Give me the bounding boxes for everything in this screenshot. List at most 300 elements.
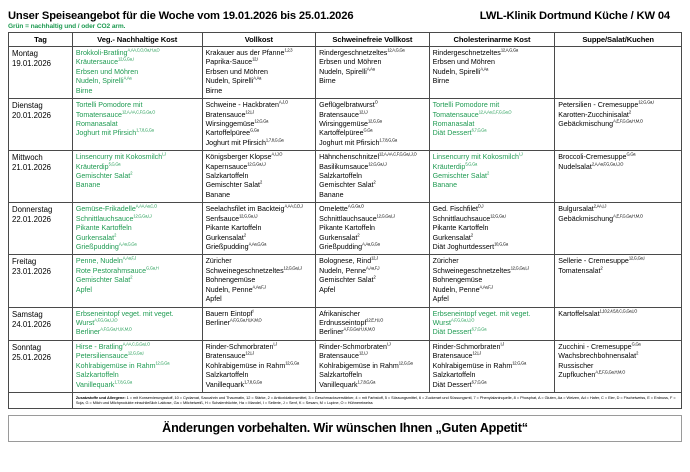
- allergen-codes: A,AA,C,O,Oa,H,a,O: [127, 47, 160, 53]
- dish-item: [433, 153, 552, 162]
- allergen-codes: 12,I,J: [472, 350, 481, 356]
- dish-name: Schnittlauchsauce: [75, 214, 134, 223]
- dish-name: Diät Dessert: [432, 328, 472, 337]
- allergen-codes: 12,G,Ga,I,J: [510, 265, 529, 271]
- dish-name: Schnittlauchsauce: [432, 214, 491, 223]
- dish-item: [76, 362, 199, 371]
- column-header-day: Tag: [9, 33, 73, 47]
- allergen-codes: 2,AA,I,J: [593, 203, 607, 209]
- allergen-codes: 12,I,J: [245, 109, 254, 115]
- dish-item: [319, 139, 426, 148]
- allergen-codes: 12,G,Ga,I,J: [133, 213, 152, 219]
- dish-name: Sellerie - Cremesuppe: [558, 257, 629, 266]
- dish-item: [433, 172, 552, 181]
- dish-item: [433, 257, 552, 266]
- dish-name: Senfsauce: [205, 214, 240, 223]
- dish-name: Vanillequark: [319, 380, 358, 389]
- day-date: 21.01.2026: [12, 163, 52, 173]
- dish-name: Banane: [432, 181, 458, 190]
- allergen-codes: 1,7,8,G,Ga: [136, 128, 154, 134]
- dish-item: [558, 215, 678, 224]
- dish-name: Salzkartoffeln: [205, 371, 249, 380]
- dish-item: [319, 101, 426, 110]
- dish-item: [433, 371, 552, 380]
- dish-name: Seelachsfilet im Backteig: [205, 205, 285, 214]
- dish-name: Salzkartoffeln: [205, 172, 249, 181]
- dish-name: Bratensauce: [205, 110, 246, 119]
- day-name: Dienstag: [12, 101, 43, 111]
- allergen-codes: 5,G,Ga: [465, 161, 478, 167]
- dish-item: [206, 381, 313, 390]
- allergen-codes: O: [374, 99, 378, 105]
- dish-name: Gurkensalat: [205, 233, 244, 242]
- dish-item: [76, 234, 199, 243]
- dish-name: Kartoffelpüree: [205, 129, 251, 138]
- allergen-codes: A,Aa,F,J: [122, 256, 137, 262]
- allergen-codes: 10,G,Ga: [494, 241, 508, 247]
- dish-name: Rinder-Schmorbraten: [432, 342, 501, 351]
- dish-list: [76, 101, 199, 139]
- dish-item: [76, 68, 199, 77]
- dish-name: Tomatensauce: [432, 110, 479, 119]
- dish-name: Schweinegeschnetzeltes: [205, 266, 284, 275]
- allergen-codes: 12,G,Ga,I: [490, 213, 506, 219]
- dish-name: Tortelli Pomodore mit: [432, 101, 500, 110]
- menu-cell-supp: [555, 151, 682, 203]
- dish-item: [558, 352, 678, 361]
- dish-name: Basilikumsauce: [319, 162, 369, 171]
- dish-name: Erbsen und Möhren: [432, 58, 495, 67]
- dish-name: Linsencurry mit Kokosmilch: [432, 153, 519, 162]
- dish-item: [433, 129, 552, 138]
- allergen-codes: G,Ga: [363, 128, 373, 134]
- allergen-codes: 12,G,Ga,I: [638, 99, 654, 105]
- menu-cell-veg: [72, 307, 202, 340]
- dish-item: [433, 319, 552, 328]
- dish-item: [206, 205, 313, 214]
- dish-item: [76, 87, 199, 96]
- allergen-codes: 1,10,2,4,5,8,C,G,Ga,I,O: [599, 308, 638, 314]
- dish-name: Bauern Eintopf: [205, 309, 253, 318]
- allergen-codes: I,J: [162, 151, 166, 157]
- day-name: Samstag: [12, 309, 43, 319]
- day-name: Donnerstag: [12, 205, 53, 215]
- dish-item: [206, 267, 313, 276]
- dish-item: [76, 181, 199, 190]
- allergen-codes: A,Aa,G,Ga: [248, 241, 267, 247]
- dish-item: [433, 224, 552, 233]
- dish-list: [433, 49, 552, 87]
- dish-item: [206, 58, 313, 67]
- dish-item: [433, 381, 552, 390]
- dish-item: [433, 267, 552, 276]
- menu-cell-supp: [555, 255, 682, 307]
- allergen-codes: 12,I,J: [358, 109, 368, 115]
- allergen-codes: G,Ga,H: [146, 265, 159, 271]
- dish-name: Vanillequark: [205, 380, 245, 389]
- dish-item: [433, 286, 552, 295]
- allergen-codes: A,F,G,Ga,I,J,O: [94, 317, 118, 323]
- dish-item: [319, 129, 426, 138]
- allergen-codes: A,AA,C,D,J: [284, 203, 303, 209]
- allergen-codes: 12,G,Ga,I,J: [376, 213, 395, 219]
- dish-name: Tortelli Pomodore mit: [75, 101, 143, 110]
- dish-item: [76, 215, 199, 224]
- dish-list: [319, 205, 426, 252]
- allergen-codes: 2: [470, 232, 473, 238]
- dish-name: Nudeln, Spirelli: [205, 77, 254, 86]
- dish-item: [206, 139, 313, 148]
- dish-name: Salzkartoffeln: [75, 371, 119, 380]
- allergen-codes: A,Aa: [123, 75, 132, 81]
- dish-list: [558, 310, 678, 319]
- menu-cell-voll: [202, 307, 316, 340]
- dish-name: Banane: [75, 181, 101, 190]
- dish-name: Wurst: [75, 318, 95, 327]
- allergen-codes: A,E,F,G,Ga,H,M,O: [595, 369, 626, 375]
- dish-item: [206, 224, 313, 233]
- allergen-codes: 1,2,3: [284, 47, 293, 53]
- allergen-codes: A,I,J,O: [271, 151, 283, 157]
- allergen-codes: 1,7,8,G,Ga: [114, 379, 132, 385]
- dish-name: Kartoffelsalat: [558, 309, 600, 318]
- allergen-codes: 2: [628, 109, 631, 115]
- dish-item: [433, 295, 552, 304]
- dish-name: Kohlrabigemüse in Rahm: [319, 361, 399, 370]
- footer-banner: Änderungen vorbehalten. Wir wünschen Ihnen „Guten Appetit“: [8, 415, 682, 442]
- dish-item: [206, 362, 313, 371]
- dish-item: [206, 215, 313, 224]
- allergen-codes: 12,E,H,I,O: [366, 317, 384, 323]
- dish-name: Bolognese, Rind: [319, 257, 372, 266]
- dish-item: [319, 163, 426, 172]
- menu-cell-supp: [555, 99, 682, 151]
- dish-list: [433, 205, 552, 252]
- dish-list: [206, 205, 313, 252]
- menu-cell-veg: [72, 151, 202, 203]
- dish-item: [558, 120, 678, 129]
- allergen-codes: 12,G,Ga,I,J: [239, 213, 258, 219]
- column-header-voll: Vollkost: [202, 33, 316, 47]
- allergen-codes: 2: [636, 350, 639, 356]
- menu-cell-schw: [316, 203, 430, 255]
- day-cell: [9, 340, 73, 392]
- dish-item: [319, 343, 426, 352]
- dish-list: [319, 153, 426, 200]
- dish-name: Bulgursalat: [558, 205, 594, 214]
- day-date: 20.01.2026: [12, 111, 52, 121]
- day-date: 23.01.2026: [12, 267, 52, 277]
- dish-name: Petersiliensauce: [75, 352, 128, 361]
- allergen-codes: 12,G,Ga: [155, 360, 170, 366]
- dish-name: Penne, Nudeln: [75, 257, 123, 266]
- dish-name: Gemischter Salat: [319, 181, 374, 190]
- allergen-codes: 12,A,AA,C,F,G,Ga,O: [121, 109, 156, 115]
- dish-item: [433, 68, 552, 77]
- dish-name: Berliner: [75, 328, 101, 337]
- allergen-codes: 12,G,Ga: [367, 118, 382, 124]
- menu-cell-veg: [72, 203, 202, 255]
- dish-item: [558, 257, 678, 266]
- menu-cell-schw: [316, 307, 430, 340]
- menu-cell-chol: [429, 340, 555, 392]
- dish-name: Afrikanischer: [319, 309, 361, 318]
- sustainability-note: Grün = nachhaltig und / oder CO2 arm.: [8, 23, 126, 30]
- menu-cell-schw: [316, 47, 430, 99]
- dish-name: Erbseneintopf veget. mit veget.: [75, 309, 174, 318]
- menu-cell-supp: [555, 340, 682, 392]
- dish-name: Gemischter Salat: [75, 276, 131, 285]
- dish-name: Kohlrabigemüse in Rahm: [75, 361, 156, 370]
- dish-name: Rinder-Schmorbraten: [319, 342, 387, 351]
- dish-name: Erbsen und Möhren: [319, 58, 382, 67]
- dish-item: [76, 111, 199, 120]
- dish-name: Joghurt mit Pfirsich: [319, 138, 380, 147]
- dish-item: [558, 310, 678, 319]
- menu-cell-supp: [555, 203, 682, 255]
- dish-item: [319, 49, 426, 58]
- dish-item: [319, 328, 426, 337]
- dish-name: Erbseneintopf veget. mit veget.: [432, 309, 531, 318]
- dish-item: [319, 191, 426, 200]
- dish-name: Nudeln, Spirelli: [319, 67, 367, 76]
- dish-item: [319, 243, 426, 252]
- dish-name: Apfel: [75, 285, 93, 294]
- dish-name: Hähnchenschnitzel: [319, 153, 380, 162]
- allergen-codes: I,J: [518, 151, 523, 157]
- allergen-codes: I,J: [386, 341, 391, 347]
- dish-list: [76, 310, 199, 338]
- day-cell: [9, 255, 73, 307]
- dish-name: Berliner: [205, 318, 231, 327]
- day-cell: [9, 203, 73, 255]
- dish-name: Kräutersauce: [75, 58, 119, 67]
- dish-name: Diät Dessert: [432, 129, 472, 138]
- allergen-codes: A,Aa,F,J: [366, 265, 380, 271]
- allergen-codes: A,G,Ga,O: [347, 203, 364, 209]
- allergen-codes: 12,A,AA,C,F,G,Ga,I,J,O: [379, 151, 417, 157]
- table-row: [9, 151, 682, 203]
- dish-item: [76, 371, 199, 380]
- allergen-codes: G,Ga: [626, 151, 636, 157]
- dish-item: [76, 381, 199, 390]
- table-row: [9, 255, 682, 307]
- dish-item: [433, 234, 552, 243]
- allergen-codes: 5,G,Ga: [108, 161, 121, 167]
- allergen-codes: A,Aa,G,Ga: [118, 241, 137, 247]
- dish-name: Züricher: [205, 257, 232, 266]
- day-name: Sonntag: [12, 342, 42, 352]
- dish-item: [433, 58, 552, 67]
- dish-list: [433, 310, 552, 338]
- dish-name: Wirsinggemüse: [205, 119, 255, 128]
- dish-name: Erbsen und Möhren: [75, 67, 139, 76]
- allergen-codes: I,J: [500, 341, 505, 347]
- day-name: Mittwoch: [12, 153, 43, 163]
- dish-item: [206, 343, 313, 352]
- dish-name: Nudeln, Penne: [432, 285, 480, 294]
- dish-list: [558, 205, 678, 224]
- dish-item: [319, 181, 426, 190]
- menu-cell-voll: [202, 151, 316, 203]
- menu-cell-voll: [202, 255, 316, 307]
- dish-name: Nudeln, Spirelli: [432, 67, 481, 76]
- dish-item: [319, 286, 426, 295]
- allergen-codes: 2: [357, 232, 360, 238]
- allergen-codes: A,F,G,Ga,I,J,O: [451, 317, 475, 323]
- dish-item: [206, 101, 313, 110]
- dish-item: [206, 295, 313, 304]
- allergen-codes: 12,I: [252, 57, 258, 63]
- allergen-codes: 2,A,Aa,F,G,Ga,I,J,O: [591, 161, 624, 167]
- allergen-codes: 12,G,Ga: [285, 360, 299, 366]
- dish-name: Nudeln, Penne: [205, 285, 253, 294]
- dish-name: Gemüse-Frikadelle: [75, 205, 136, 214]
- dish-name: Joghurt mit Pfirsich: [205, 138, 266, 147]
- dish-item: [319, 77, 426, 86]
- allergen-codes: 12,G,Ga,I,J: [368, 161, 387, 167]
- dish-item: [433, 328, 552, 337]
- dish-name: Birne: [432, 77, 450, 86]
- dish-name: Gebäckmischung: [558, 119, 614, 128]
- allergen-codes: 12,I,J: [245, 350, 254, 356]
- legend-body: 1 = mit Konservierungsstoff, 10 = Cyclamat, Saccahrin und Thaumatin, 12 = Stärke, 2 = Antioxidationsmittel, 3 = Geschmacksverstärker, 4 = mit Farbstoff, 5 = Süssungsmittel, 6 = Zuckerart und Süssungsmtl, 7 = Phenylalaninquelle, 8 = Phosphat, A = Gluten, Aa = Weizen, Ad = Hafer, C = Eier, D = Fischeiweiss, E = Erdnuss, F = Soja, G = Milch und Milchprodukte einschließlich Laktose, Ga = Milcheiweiß, H = Schalenfrüchte, Ha = Mandel, I = Sellerie, J = Senf, K = Sesam, M = Lupine, O = Hühnereiweiss: [75, 394, 676, 406]
- dish-name: Nudelsalat: [558, 162, 592, 171]
- dish-name: Diät Dessert: [432, 380, 472, 389]
- dish-name: Birne: [319, 77, 336, 86]
- dish-list: [76, 49, 199, 96]
- allergen-codes: 12,G,Ga,I: [127, 350, 144, 356]
- dish-list: [206, 153, 313, 200]
- dish-item: [76, 58, 199, 67]
- column-header-schw: Schweinefreie Vollkost: [316, 33, 430, 47]
- dish-name: Rinder-Schmorbraten: [205, 342, 274, 351]
- dish-name: Broccoli-Cremesuppe: [558, 153, 627, 162]
- dish-item: [76, 243, 199, 252]
- dish-list: [558, 153, 678, 172]
- dish-name: Tomatensalat: [558, 266, 601, 275]
- table-row: [9, 340, 682, 392]
- menu-cell-veg: [72, 340, 202, 392]
- allergen-codes: A,AA,Aa,C,O: [135, 203, 157, 209]
- allergen-codes: A,AA,C,G,Ga,I,O: [122, 341, 150, 347]
- dish-list: [433, 101, 552, 139]
- table-row: [9, 307, 682, 340]
- dish-name: Gemischter Salat: [319, 276, 374, 285]
- allergen-codes: I: [252, 308, 254, 314]
- legend-heading: Zusatzstoffe und Allergene:: [75, 394, 126, 400]
- dish-item: [558, 343, 678, 352]
- dish-item: [433, 352, 552, 361]
- dish-name: Omelette: [319, 205, 348, 214]
- allergen-codes: A,F,G,Ga,H,I,K,M,O: [230, 317, 262, 323]
- dish-item: [319, 68, 426, 77]
- day-date: 22.01.2026: [12, 215, 52, 225]
- dish-name: Rindergeschnetzeltes: [319, 49, 388, 57]
- dish-item: [206, 163, 313, 172]
- dish-name: Pikante Kartoffeln: [75, 224, 132, 233]
- dish-item: [76, 267, 199, 276]
- dish-name: Berliner: [319, 328, 344, 337]
- dish-list: [319, 257, 426, 295]
- dish-item: [433, 49, 552, 58]
- dish-name: Apfel: [432, 295, 449, 304]
- allergen-codes: A,Aa: [253, 75, 262, 81]
- dish-list: [76, 343, 199, 390]
- dish-name: Birne: [75, 86, 93, 95]
- dish-item: [319, 120, 426, 129]
- dish-item: [558, 267, 678, 276]
- dish-name: Petersilien - Cremesuppe: [558, 101, 639, 110]
- dish-item: [206, 191, 313, 200]
- menu-cell-supp: [555, 47, 682, 99]
- day-date: 25.01.2026: [12, 352, 52, 362]
- dish-name: Schweine - Hackbraten: [205, 101, 279, 110]
- dish-name: Romanasalat: [75, 119, 118, 128]
- dish-item: [206, 319, 313, 328]
- dish-name: Gurkensalat: [432, 233, 471, 242]
- allergen-codes: A,E,F,G,Ga,H,M,O: [613, 118, 643, 124]
- day-cell: [9, 307, 73, 340]
- dish-name: Pikante Kartoffeln: [319, 224, 375, 233]
- dish-name: Pikante Kartoffeln: [432, 224, 489, 233]
- dish-name: Rindergeschnetzeltes: [432, 49, 501, 57]
- dish-name: Hirse - Bratling: [75, 342, 123, 351]
- allergen-codes: 1,7,8,G,Ga: [244, 379, 262, 385]
- dish-name: Apfel: [205, 295, 222, 304]
- dish-name: Linsencurry mit Kokosmilch: [75, 153, 163, 162]
- dish-name: Kräuterdip: [432, 162, 466, 171]
- dish-list: [319, 49, 426, 87]
- allergen-codes: 2: [487, 170, 490, 176]
- dish-name: Banane: [205, 190, 231, 199]
- dish-name: Tomatensauce: [75, 110, 122, 119]
- allergen-codes: 2: [600, 265, 603, 271]
- dish-name: Schweinegeschnetzeltes: [432, 266, 511, 275]
- dish-name: Grießpudding: [75, 243, 119, 252]
- dish-item: [433, 362, 552, 371]
- dish-item: [433, 181, 552, 190]
- column-header-chol: Cholesterinarme Kost: [429, 33, 555, 47]
- allergen-codes: A,F,G,Ga,H,I,K,M,O: [343, 327, 375, 333]
- dish-item: [76, 319, 199, 328]
- dish-list: [558, 101, 678, 129]
- dish-list: [206, 343, 313, 390]
- dish-item: [433, 111, 552, 120]
- dish-name: Kartoffelpüree: [319, 129, 364, 138]
- allergen-codes: A,Aa,F,J: [479, 284, 493, 290]
- facility-title: LWL-Klinik Dortmund Küche / KW 04: [479, 10, 670, 22]
- dish-list: [319, 310, 426, 338]
- column-header-supp: Suppe/Salat/Kuchen: [555, 33, 682, 47]
- table-row: [9, 47, 682, 99]
- dish-name: Russischer: [558, 361, 594, 370]
- allergen-codes: 12,A,G,Ga: [500, 47, 518, 53]
- menu-cell-schw: [316, 255, 430, 307]
- dish-item: [206, 286, 313, 295]
- allergen-codes: 6,7,G,Ga: [471, 379, 487, 385]
- menu-cell-veg: [72, 99, 202, 151]
- legend-row: [9, 392, 682, 408]
- allergen-codes: 12,G,Ga,I,J: [283, 265, 302, 271]
- menu-cell-chol: [429, 307, 555, 340]
- dish-item: [76, 328, 199, 337]
- dish-name: Königsberger Klopse: [205, 153, 272, 162]
- menu-cell-voll: [202, 99, 316, 151]
- menu-cell-chol: [429, 151, 555, 203]
- allergen-codes: 12,G,Ga,I,J: [247, 161, 266, 167]
- dish-item: [319, 224, 426, 233]
